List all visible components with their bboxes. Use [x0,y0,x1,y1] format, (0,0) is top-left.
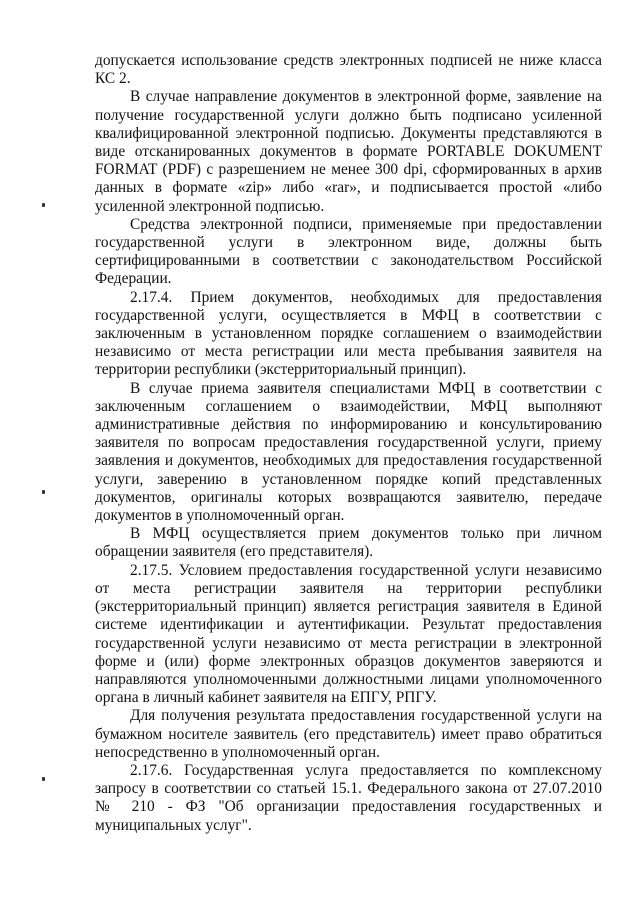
document-body [95,52,602,835]
margin-mark [42,777,45,781]
paragraph-2-17-6: 2.17.6. Государственная услуга предоставляется по комплексному запросу в соответствии со статьей 15.1. Федерального закона от 27.07.2010 № 210 - ФЗ "Об организации предоставления государственных и муниципальных услуг". [95,761,602,834]
paragraph-electronic-submission: В случае направление документов в электронной форме, заявление на получение государственной услуги должно быть подписано усиленной квалифицированной электронной подписью. Документы представляются в виде отсканированных документов в формате PORTABLE DOKUMENT FORMAT (PDF) с разрешением не менее 300 dpi, сформированных в архив данных в формате «zip» либо «rar», и подписывается простой «либо усиленной электронной подписью. [95,88,602,215]
paragraph-mfc-reception: В случае приема заявителя специалистами МФЦ в соответствии с заключенным соглашением о взаимодействии, МФЦ выполняют административные действия по информированию и консультированию заявителя по вопросам предоставления государственной услуги, приему заявления и документов, необходимых для предоставления государственной услуги, заверению в установленном порядке копий представленных документов, оригиналы которых возвращаются заявителю, передаче документов в уполномоченный орган. [95,379,602,525]
paragraph-personal-appeal: В МФЦ осуществляется прием документов только при личном обращении заявителя (его представителя). [95,525,602,561]
paragraph-paper-result: Для получения результата предоставления государственной услуги на бумажном носителе заявитель (его представитель) имеет право обратиться непосредственно в уполномоченный орган. [95,707,602,761]
paragraph-2-17-5: 2.17.5. Условием предоставления государственной услуги независимо от места регистрации заявителя на территории республики (экстерриториальный принцип) является регистрация заявителя в Единой системе идентификации и аутентификации. Результат предоставления государственной услуги независимо от места регистрации в электронной форме и (или) форме электронных образцов документов заверяются и направляются уполномоченными должностными лицами уполномоченного органа в личный кабинет заявителя на ЕПГУ, РПГУ. [95,561,602,707]
margin-mark [42,490,45,494]
paragraph-continuation: допускается использование средств электронных подписей не ниже класса КС 2. [95,52,602,88]
paragraph-2-17-4: 2.17.4. Прием документов, необходимых для предоставления государственной услуги, осуществляется в МФЦ в соответствии с заключенным в установленном порядке соглашением о взаимодействии независимо от места регистрации или места пребывания заявителя на территории республики (экстерриториальный принцип). [95,288,602,379]
paragraph-signature-certification: Средства электронной подписи, применяемые при предоставлении государственной услуги в электронном виде, должны быть сертифицированными в соответствии с законодательством Российской Федерации. [95,215,602,288]
margin-mark [42,203,45,207]
